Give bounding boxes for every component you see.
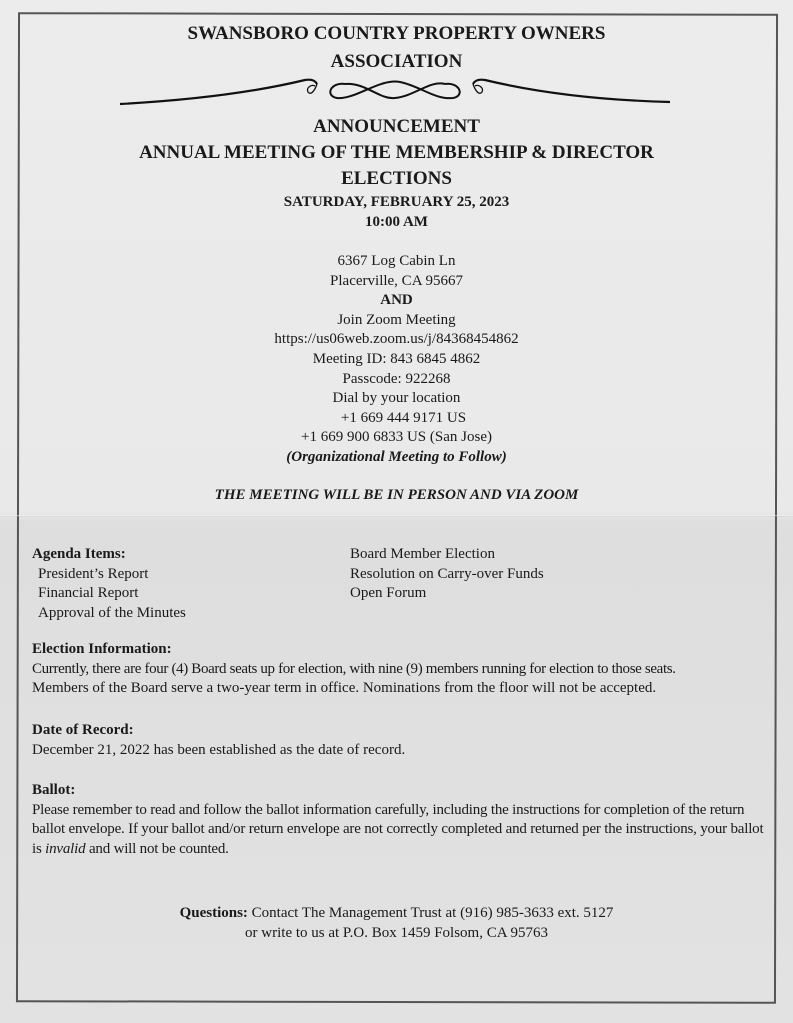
and-separator: AND [380,292,413,309]
address-line-2: Placerville, CA 95667 [330,272,463,289]
meeting-datetime [0,192,793,232]
record-heading: Date of Record: [32,722,134,738]
meeting-time: 10:00 AM [365,214,428,230]
address-line-1: 6367 Log Cabin Ln [337,253,456,269]
dial-phone-2: +1 669 900 6833 US (San Jose) [301,429,492,446]
questions-phone: Contact The Management Trust at (916) 985-3633 ext. 5127 [247,905,614,921]
record-text: December 21, 2022 has been established as the date of record. [32,741,406,758]
meeting-title-line-2: ELECTIONS [341,168,452,189]
election-text-line-1: Currently, there are four (4) Board seats up for election, with nine (9) members running for election to those seats. [32,660,676,677]
ballot-text [32,801,768,860]
organizational-meeting-note: (Organizational Meeting to Follow) [286,448,507,465]
ballot-section [32,781,772,859]
zoom-meeting-id: Meeting ID: 843 6845 4862 [312,350,481,367]
zoom-heading: Join Zoom Meeting [337,311,456,328]
in-person-zoom-notice: THE MEETING WILL BE IN PERSON AND VIA ZOOM [214,487,579,503]
meeting-date: SATURDAY, FEBRUARY 25, 2023 [283,194,510,210]
scroll-flourish-divider-icon [115,76,675,110]
agenda-item: Approval of the Minutes [38,604,186,621]
organization-name [0,20,793,76]
paper-fold-line [0,515,793,517]
questions-mailing-address: or write to us at P.O. Box 1459 Folsom, CA 95763 [245,925,548,941]
meeting-location [0,252,793,468]
agenda-column-right [350,545,544,623]
org-line-2: ASSOCIATION [330,51,463,72]
agenda-item: Financial Report [38,585,139,601]
agenda-item: Resolution on Carry-over Funds [350,565,544,582]
org-line-1: SWANSBORO COUNTRY PROPERTY OWNERS [187,23,606,44]
agenda-item: Board Member Election [350,546,495,562]
ballot-text-end: and will not be counted. [85,840,229,857]
date-of-record-section [32,721,772,760]
agenda-item: Open Forum [350,585,427,601]
ballot-invalid-emphasis: invalid [45,840,86,857]
election-heading: Election Information: [32,641,172,657]
zoom-url-link[interactable]: https://us06web.zoom.us/j/84368454862 [274,331,519,348]
agenda-item: President’s Report [38,565,149,582]
zoom-passcode: Passcode: 922268 [342,370,451,387]
election-text-line-2: Members of the Board serve a two-year term in office. Nominations from the floor will not be accepted. [32,680,657,696]
questions-line-1 [0,903,793,923]
questions-label: Questions: [179,905,248,921]
ballot-heading: Ballot: [32,782,76,798]
dial-phone-1: +1 669 444 9171 US [340,409,467,426]
announcement-heading [0,114,793,192]
dial-heading: Dial by your location [332,390,461,407]
announcement-label: ANNOUNCEMENT [313,116,480,137]
meeting-title-line-1: ANNUAL MEETING OF THE MEMBERSHIP & DIRECTOR [139,142,654,163]
questions-contact [0,903,793,943]
agenda-section [32,545,772,623]
agenda-heading: Agenda Items: [32,546,126,562]
agenda-column-left [32,565,350,624]
ballot-text-main: Please remember to read and follow the ballot information carefully, including the instructions for completion of the return ballot envelope. If your ballot and/or return envelope are not correctly completed and returned per the instructions, your ballot is [32,801,764,857]
election-section [32,640,772,699]
